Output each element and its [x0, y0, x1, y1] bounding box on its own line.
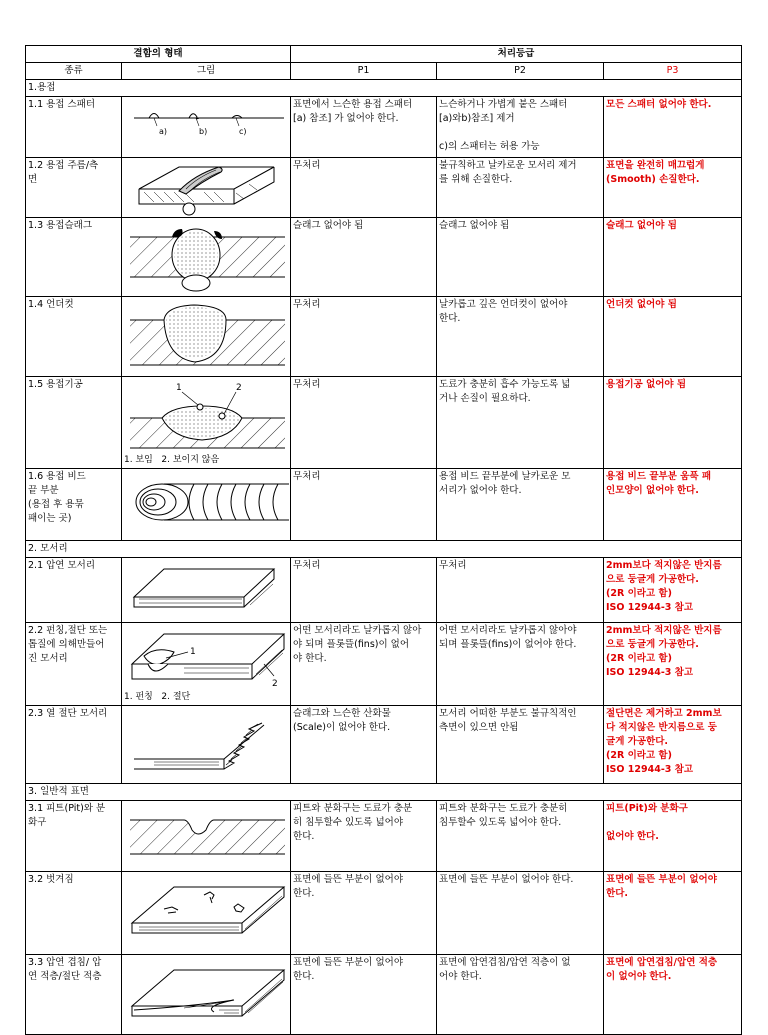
p1-header: P1	[291, 63, 437, 80]
p3-cell: 표면에 들뜬 부분이 없어야 한다.	[604, 872, 742, 955]
table-row	[26, 377, 742, 469]
p2-cell: 모서리 어떠한 부분도 불규칙적인 측면이 있으면 안됨	[437, 706, 604, 784]
figure-cell	[122, 218, 291, 297]
figure-header: 그림	[122, 63, 291, 80]
p2-cell: 표면에 들뜬 부분이 없어야 한다.	[437, 872, 604, 955]
row-name: 3.2 벗겨짐	[26, 872, 122, 955]
figure-cell	[122, 955, 291, 1035]
p1-cell: 슬래그와 느슨한 산화물 (Scale)이 없어야 한다.	[291, 706, 437, 784]
label-c: c)	[239, 127, 247, 136]
row-name: 1.4 언더컷	[26, 297, 122, 377]
p3-cell: 피트(Pit)와 분화구 없어야 한다.	[604, 801, 742, 872]
edge-label-1: 1	[190, 647, 196, 657]
p3-cell: 절단면은 제거하고 2mm보 다 적지않은 반지름으로 둥 글게 가공한다. (2R 이라고 함) ISO 12944-3 참고	[604, 706, 742, 784]
p3-cell: 슬래그 없어야 됨	[604, 218, 742, 297]
table-row	[26, 706, 742, 784]
defect-shape-header: 결함의 형태	[26, 46, 291, 63]
p1-cell: 무처리	[291, 297, 437, 377]
table-row	[26, 955, 742, 1035]
p2-cell: 용접 비드 끝부분에 날카로운 모 서리가 없어야 한다.	[437, 469, 604, 541]
section-surface: 3. 일반적 표면	[26, 784, 742, 801]
weld-bead-end-figure	[124, 470, 291, 539]
p2-cell: 도료가 충분히 흡수 가능도록 넓 거나 손질이 필요하다.	[437, 377, 604, 469]
delamination-figure	[124, 873, 291, 953]
table-row	[26, 158, 742, 218]
row-name: 2.3 열 절단 모서리	[26, 706, 122, 784]
table-row	[26, 297, 742, 377]
figure-caption: 1. 보임 2. 보이지 않음	[124, 455, 220, 465]
table-row	[26, 97, 742, 158]
figure-cell	[122, 377, 291, 469]
p3-cell: 모든 스패터 없어야 한다.	[604, 97, 742, 158]
row-name: 1.3 용접슬래그	[26, 218, 122, 297]
p1-cell: 표면에 들뜬 부분이 없어야 한다.	[291, 955, 437, 1035]
edge-label-2: 2	[272, 679, 278, 689]
row-name: 1.5 용접기공	[26, 377, 122, 469]
rolling-lap-figure	[124, 956, 291, 1033]
row-name: 1.2 용접 주름/측 면	[26, 158, 122, 218]
p1-cell: 표면에서 느슨한 용접 스패터 [a) 참조] 가 없어야 한다.	[291, 97, 437, 158]
figure-cell	[122, 158, 291, 218]
pit-crater-figure	[124, 802, 291, 870]
p3-cell: 용접 비드 끝부분 움푹 패 인모양이 없어야 한다.	[604, 469, 742, 541]
figure-cell	[122, 801, 291, 872]
pore-label-1: 1	[176, 383, 182, 393]
row-name: 2.2 펀칭,절단 또는 톱질에 의해만들어 진 모서리	[26, 623, 122, 706]
p1-cell: 무처리	[291, 377, 437, 469]
section-edge: 2. 모서리	[26, 541, 742, 558]
weld-slag-figure	[124, 219, 291, 295]
weld-ripple-figure	[124, 159, 291, 216]
row-name: 1.6 용접 비드 끝 부분 (용접 후 용묶 패이는 곳)	[26, 469, 122, 541]
row-name: 3.1 피트(Pit)와 분 화구	[26, 801, 122, 872]
p2-cell: 어떤 모서리라도 날카롭지 않아야 되며 플롯뜰(fins)이 없어야 한다.	[437, 623, 604, 706]
p3-cell: 2mm보다 적지않은 반지름 으로 둥글게 가공한다. (2R 이라고 함) ISO 12944-3 참고	[604, 558, 742, 623]
p1-cell: 무처리	[291, 558, 437, 623]
p1-cell: 표면에 들뜬 부분이 없어야 한다.	[291, 872, 437, 955]
p3-header: P3	[604, 63, 742, 80]
p2-cell: 표면에 압연겹침/압연 적층이 없 어야 한다.	[437, 955, 604, 1035]
table-row	[26, 801, 742, 872]
row-name: 1.1 용접 스패터	[26, 97, 122, 158]
row-name: 2.1 압연 모서리	[26, 558, 122, 623]
p2-cell: 슬래그 없어야 됨	[437, 218, 604, 297]
table-row	[26, 218, 742, 297]
weld-spatter-figure	[124, 98, 291, 156]
p3-cell: 표면에 압연겹침/압연 적층 이 없어야 한다.	[604, 955, 742, 1035]
label-b: b)	[199, 127, 208, 136]
p2-cell: 피트와 분화구는 도료가 충분히 침투할수 있도록 넓어야 한다.	[437, 801, 604, 872]
p3-cell: 표면을 완전히 매끄럽게 (Smooth) 손질한다.	[604, 158, 742, 218]
p3-cell: 용접기공 없어야 됨	[604, 377, 742, 469]
figure-cell	[122, 97, 291, 158]
table-row	[26, 469, 742, 541]
defect-grade-table	[25, 45, 742, 1035]
rolled-edge-figure	[124, 559, 291, 621]
p1-cell: 무처리	[291, 469, 437, 541]
figure-cell	[122, 469, 291, 541]
kind-header: 종류	[26, 63, 122, 80]
table-row	[26, 623, 742, 706]
thermal-cut-edge-figure	[124, 707, 291, 782]
grade-header: 처리등급	[291, 46, 742, 63]
undercut-figure	[124, 298, 291, 375]
figure-cell	[122, 872, 291, 955]
table-row	[26, 558, 742, 623]
figure-cell	[122, 623, 291, 706]
figure-cell	[122, 706, 291, 784]
p3-cell: 언더컷 없어야 됨	[604, 297, 742, 377]
figure-caption: 1. 펀칭 2. 절단	[124, 692, 191, 702]
p1-cell: 어떤 모서리라도 날카롭지 않아 야 되며 플롯뜰(fins)이 없어 야 한다.	[291, 623, 437, 706]
figure-cell	[122, 558, 291, 623]
p1-cell: 무처리	[291, 158, 437, 218]
p2-cell: 무처리	[437, 558, 604, 623]
p1-cell: 피트와 분화구는 도료가 충분 히 침투할수 있도록 넓어야 한다.	[291, 801, 437, 872]
table-row	[26, 872, 742, 955]
figure-cell	[122, 297, 291, 377]
pore-label-2: 2	[236, 383, 242, 393]
label-a: a)	[159, 127, 168, 136]
p2-cell: 느슨하거나 가볍게 붙은 스패터 [a)와b)참조] 제거 c)의 스패터는 허용 가능	[437, 97, 604, 158]
row-name: 3.3 압연 겹침/ 압 연 적층/절단 적층	[26, 955, 122, 1035]
p1-cell: 슬래그 없어야 됨	[291, 218, 437, 297]
p2-header: P2	[437, 63, 604, 80]
p2-cell: 날카롭고 깊은 언더컷이 없어야 한다.	[437, 297, 604, 377]
section-weld: 1.용접	[26, 80, 742, 97]
p3-cell: 2mm보다 적지않은 반지름 으로 둥글게 가공한다. (2R 이라고 함) ISO 12944-3 참고	[604, 623, 742, 706]
p2-cell: 불규칙하고 날카로운 모서리 제거 를 위해 손질한다.	[437, 158, 604, 218]
